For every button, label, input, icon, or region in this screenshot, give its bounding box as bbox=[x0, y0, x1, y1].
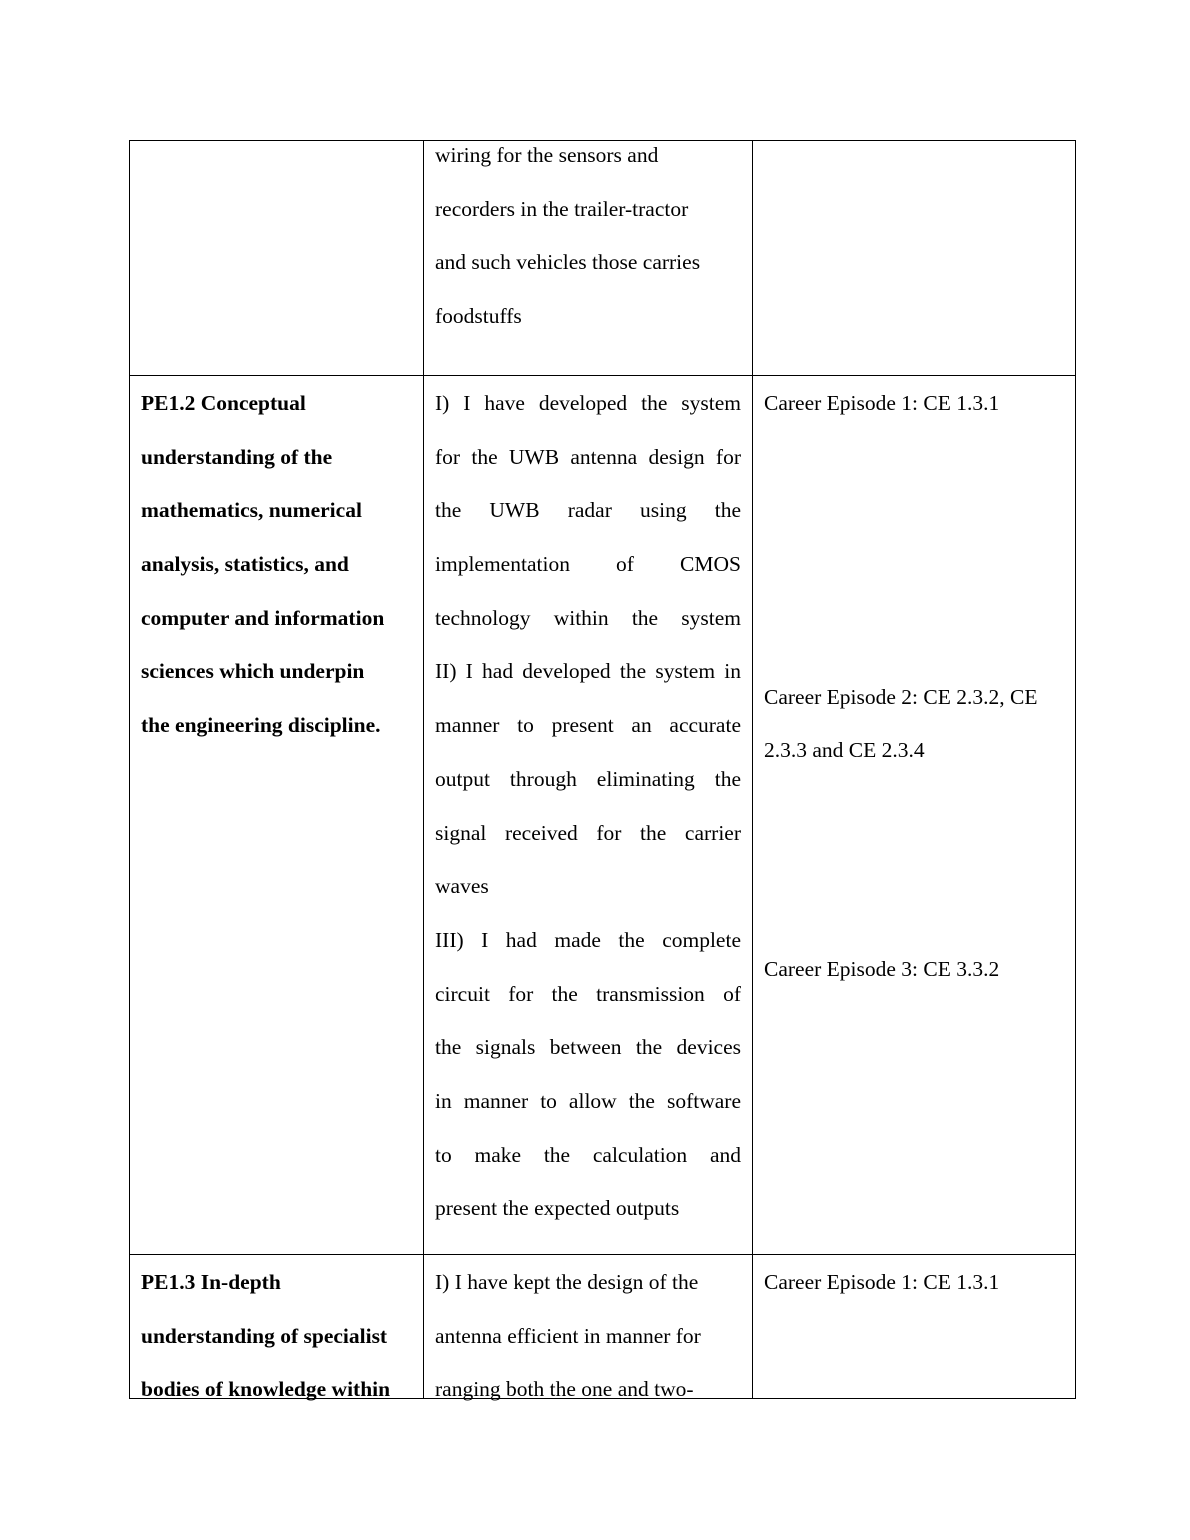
competency-cell bbox=[129, 1254, 424, 1402]
evidence-line: in manner to allow the software bbox=[435, 1088, 741, 1113]
career-episode-cell bbox=[752, 140, 1076, 376]
evidence-line: to make the calculation and bbox=[435, 1142, 741, 1167]
competency-line: understanding of the bbox=[141, 444, 333, 469]
evidence-line: present the expected outputs bbox=[435, 1196, 680, 1221]
evidence-cell bbox=[423, 375, 753, 1255]
cell-content bbox=[435, 390, 741, 1249]
evidence-line: output through eliminating the bbox=[435, 766, 741, 791]
competency-line: PE1.2 Conceptual bbox=[141, 391, 306, 415]
competency-line: sciences which underpin bbox=[141, 659, 365, 684]
evidence-line: antenna efficient in manner for bbox=[435, 1323, 701, 1348]
cell-content bbox=[141, 390, 412, 766]
competency-line: the engineering discipline. bbox=[141, 713, 381, 738]
evidence-line: wiring for the sensors and bbox=[435, 143, 659, 167]
evidence-line: III) I had made the complete bbox=[435, 927, 741, 952]
evidence-line: II) I had developed the system in bbox=[435, 659, 741, 684]
career-episode-cell bbox=[752, 1254, 1076, 1399]
evidence-line: and such vehicles those carries bbox=[435, 250, 701, 275]
cell-content bbox=[435, 1269, 741, 1430]
evidence-line: the signals between the devices bbox=[435, 1035, 741, 1060]
competency-line: PE1.3 In-depth bbox=[141, 1270, 281, 1294]
cell-content bbox=[435, 142, 741, 357]
evidence-line: waves bbox=[435, 874, 489, 899]
evidence-line: for the UWB antenna design for bbox=[435, 444, 741, 469]
evidence-line: signal received for the carrier bbox=[435, 820, 741, 845]
evidence-line: technology within the system bbox=[435, 605, 741, 630]
evidence-line: manner to present an accurate bbox=[435, 713, 741, 738]
evidence-cell bbox=[423, 1254, 753, 1402]
competency-line: analysis, statistics, and bbox=[141, 552, 349, 577]
competency-line: bodies of knowledge within bbox=[141, 1377, 391, 1402]
career-episode-cell bbox=[752, 375, 1076, 1255]
evidence-line: circuit for the transmission of bbox=[435, 981, 741, 1006]
competency-line: computer and information bbox=[141, 605, 385, 630]
evidence-line: recorders in the trailer-tractor bbox=[435, 196, 689, 221]
career-episode-reference: Career Episode 1: CE 1.3.1 bbox=[764, 391, 1000, 415]
cell-content bbox=[141, 1269, 412, 1430]
career-episode-reference: 2.3.3 and CE 2.3.4 bbox=[764, 738, 925, 762]
evidence-line: foodstuffs bbox=[435, 304, 522, 329]
competency-line: mathematics, numerical bbox=[141, 498, 362, 523]
evidence-line: I) I have developed the system bbox=[435, 391, 741, 415]
competency-cell bbox=[129, 140, 424, 376]
evidence-line: the UWB radar using the bbox=[435, 498, 741, 523]
career-episode-reference: Career Episode 3: CE 3.3.2 bbox=[764, 957, 1000, 981]
competency-cell bbox=[129, 375, 424, 1255]
evidence-cell bbox=[423, 140, 753, 376]
career-episode-reference: Career Episode 2: CE 2.3.2, CE bbox=[764, 685, 1038, 709]
career-episode-reference: Career Episode 1: CE 1.3.1 bbox=[764, 1270, 1000, 1294]
evidence-line: I) I have kept the design of the bbox=[435, 1270, 699, 1294]
evidence-line: ranging both the one and two- bbox=[435, 1377, 694, 1402]
evidence-line: implementation of CMOS bbox=[435, 552, 741, 577]
competency-line: understanding of specialist bbox=[141, 1323, 388, 1348]
